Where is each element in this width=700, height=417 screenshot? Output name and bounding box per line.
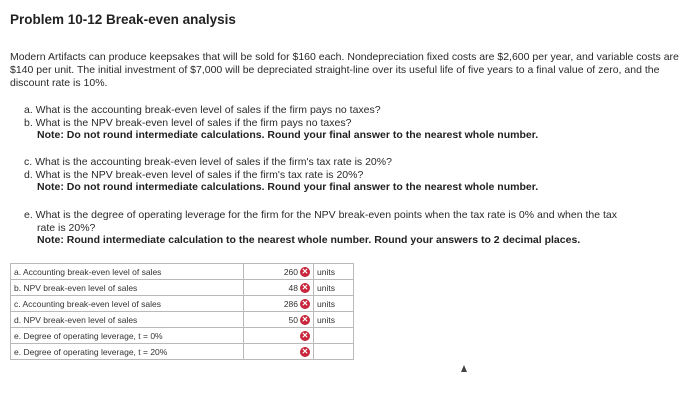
x-circle-icon: ✕ [301, 282, 309, 292]
unit-label [314, 328, 354, 344]
table-row [11, 280, 354, 296]
question-c: c. What is the accounting break-even level of sales if the firm's tax rate is 20%? [24, 156, 392, 168]
unit-label: units [314, 264, 354, 280]
x-circle-icon: ✕ [301, 346, 309, 356]
rounding-note: Note: Do not round intermediate calculations. Round your final answer to the nearest whole number. [37, 129, 539, 141]
question-a: a. What is the accounting break-even level of sales if the firm pays no taxes? [24, 104, 381, 116]
answer-input-e-0[interactable] [244, 328, 314, 344]
table-row [11, 312, 354, 328]
question-group-cd [24, 156, 684, 194]
rounding-note: Note: Do not round intermediate calculations. Round your final answer to the nearest whole number. [37, 181, 539, 193]
problem-title: Problem 10-12 Break-even analysis [10, 12, 236, 27]
x-circle-icon: ✕ [301, 314, 309, 324]
x-circle-icon: ✕ [301, 298, 309, 308]
answer-value: 48 [288, 282, 298, 293]
answer-input-b[interactable] [244, 280, 314, 296]
row-label: c. Accounting break-even level of sales [11, 296, 244, 312]
question-d: d. What is the NPV break-even level of sales if the firm's tax rate is 20%? [24, 168, 364, 181]
row-label: e. Degree of operating leverage, t = 20% [11, 344, 244, 360]
row-label: a. Accounting break-even level of sales [11, 264, 244, 280]
row-label: b. NPV break-even level of sales [11, 280, 244, 296]
question-b: b. What is the NPV break-even level of sales if the firm pays no taxes? [24, 116, 352, 129]
answer-input-c[interactable] [244, 296, 314, 312]
answer-input-a[interactable] [244, 264, 314, 280]
answer-input-e-20[interactable] [244, 344, 314, 360]
row-label: d. NPV break-even level of sales [11, 312, 244, 328]
table-row [11, 344, 354, 360]
x-circle-icon: ✕ [301, 330, 309, 340]
question-e: e. What is the degree of operating leverage for the firm for the NPV break-even points when the tax rate is 0% and when the tax [24, 209, 617, 221]
rounding-note: Note: Round intermediate calculation to the nearest whole number. Round your answers to 2 decimal places. [37, 234, 581, 246]
question-group-e [24, 209, 684, 247]
table-row [11, 264, 354, 280]
table-row [11, 296, 354, 312]
mouse-cursor-icon [461, 365, 467, 372]
answer-table [10, 263, 354, 360]
answer-input-d[interactable] [244, 312, 314, 328]
x-circle-icon: ✕ [301, 266, 309, 276]
unit-label: units [314, 312, 354, 328]
unit-label [314, 344, 354, 360]
answer-value: 286 [283, 298, 298, 309]
answer-value: 260 [283, 266, 298, 277]
unit-label: units [314, 296, 354, 312]
table-row [11, 328, 354, 344]
problem-intro: Modern Artifacts can produce keepsakes that will be sold for $160 each. Nondepreciation fixed costs are $2,600 per year, and variable costs are $140 per unit. The initial investment of $7,000 will be depreciated straight-line over its useful life of five years to a final value of zero, and the discount rate is 10%. [10, 51, 679, 89]
question-e-continued: rate is 20%? [37, 221, 96, 234]
answer-value: 50 [288, 314, 298, 325]
question-group-ab [24, 104, 684, 142]
row-label: e. Degree of operating leverage, t = 0% [11, 328, 244, 344]
unit-label: units [314, 280, 354, 296]
